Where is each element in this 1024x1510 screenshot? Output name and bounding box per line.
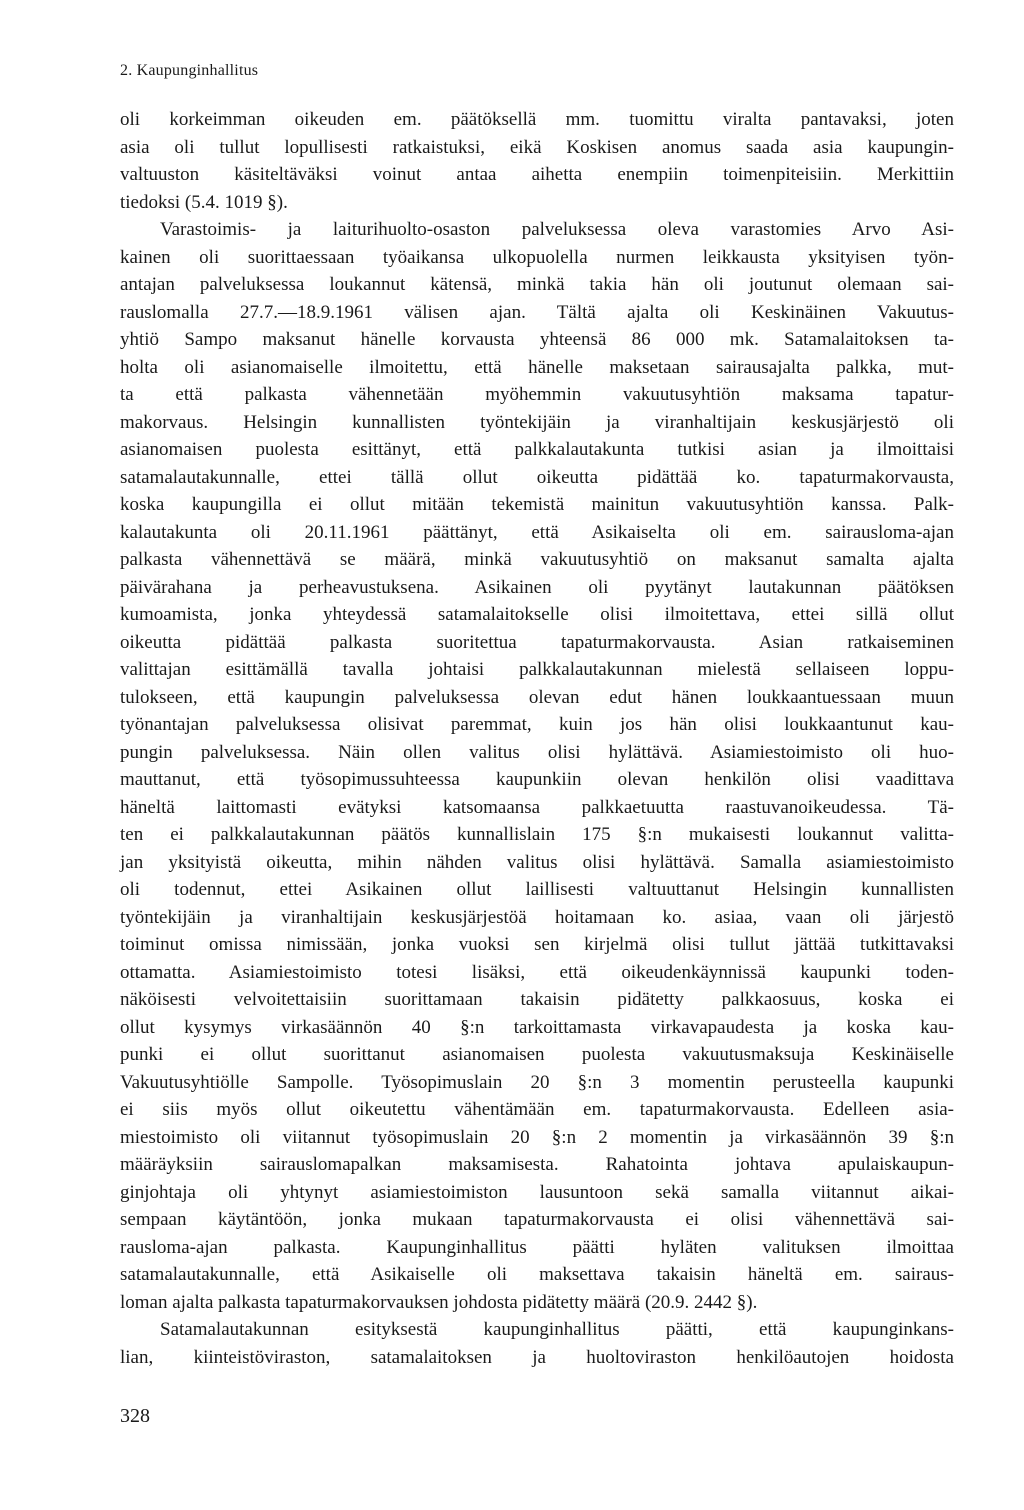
text-line: sempaan käytäntöön, jonka mukaan tapaturmakorvausta ei olisi vähennettävä sai- (120, 1209, 954, 1230)
text-line: määräyksiin sairauslomapalkan maksamisesta. Rahatointa johtava apulaiskaupun- (120, 1154, 954, 1175)
text-line: ginjohtaja oli yhtynyt asiamiestoimiston lausuntoon sekä samalla viitannut aikai- (120, 1181, 954, 1203)
text-line: holta oli asianomaiselle ilmoitettu, että hänelle maksetaan sairausajalta palkka, mut- (120, 356, 954, 378)
text-line: punki ei ollut suorittanut asianomaisen puolesta vakuutusmaksuja Keskinäiselle (120, 1044, 954, 1065)
running-head: 2. Kaupunginhallitus (120, 62, 259, 79)
text-line: oli korkeimman oikeuden em. päätöksellä mm. tuomittu viralta pantavaksi, joten (120, 109, 954, 130)
text-line: häneltä laittomasti evätyksi katsomaansa palkkaetuutta raastuvanoikeudessa. Tä- (120, 796, 954, 818)
text-line: näköisesti velvoitettaisiin suorittamaan takaisin pidätetty palkkaosuus, koska ei (120, 989, 954, 1010)
text-line: kumoamista, jonka yhteydessä satamalaitokselle olisi ilmoitettava, ettei sillä ollut (120, 604, 954, 625)
text-line: toiminut omissa nimissään, jonka vuoksi sen kirjelmä olisi tullut jättää tutkittavaksi (120, 934, 954, 955)
text-line: satamalautakunnalle, ettei tällä ollut oikeutta pidättää ko. tapaturmakorvausta, (120, 466, 954, 488)
text-line: ta että palkasta vähennetään myöhemmin vakuutusyhtiön maksama tapatur- (120, 384, 954, 405)
text-line: pungin palveluksessa. Näin ollen valitus olisi hylättävä. Asiamiestoimisto oli huo- (120, 741, 954, 763)
text-line: palkasta vähennettävä se määrä, minkä vakuutusyhtiö on maksanut samalta ajalta (120, 549, 954, 570)
paragraph (120, 1316, 954, 1371)
text-line: päivärahana ja perheavustuksena. Asikainen oli pyytänyt lautakunnan päätöksen (120, 576, 954, 598)
text-line: tiedoksi (5.4. 1019 §). (120, 191, 288, 213)
text-line: ei siis myös ollut oikeutettu vähentämään em. tapaturmakorvausta. Edelleen asia- (120, 1099, 954, 1120)
text-line: ollut kysymys virkasäännön 40 §:n tarkoittamasta virkavapaudesta ja koska kau- (120, 1016, 954, 1038)
text-line: koska kaupungilla ei ollut mitään tekemistä mainitun vakuutusyhtiön kanssa. Palk- (120, 494, 954, 515)
paragraph (120, 216, 954, 1316)
text-line: Satamalautakunnan esityksestä kaupunginhallitus päätti, että kaupunginkans- (160, 1319, 954, 1340)
text-line: oikeutta pidättää palkasta suoritettua tapaturmakorvausta. Asian ratkaiseminen (120, 631, 954, 653)
text-line: miestoimisto oli viitannut työsopimuslain 20 §:n 2 momentin ja virkasäännön 39 §:n (120, 1126, 954, 1148)
text-line: valittajan esittämällä tavalla johtaisi palkkalautakunnan mielestä sellaiseen loppu- (120, 659, 954, 680)
body-text (120, 106, 954, 1371)
text-line: ten ei palkkalautakunnan päätös kunnallislain 175 §:n mukaisesti loukannut valitta- (120, 824, 954, 845)
text-line: kalautakunta oli 20.11.1961 päättänyt, että Asikaiselta oli em. sairausloma-ajan (120, 521, 954, 543)
text-line: kainen oli suorittaessaan työaikansa ulkopuolella nurmen leikkausta yksityisen työn- (120, 246, 954, 268)
text-line: yhtiö Sampo maksanut hänelle korvausta yhteensä 86 000 mk. Satamalaitoksen ta- (120, 329, 954, 350)
text-line: antajan palveluksessa loukannut kätensä, minkä takia hän oli joutunut olemaan sai- (120, 274, 954, 295)
page-number: 328 (120, 1405, 150, 1427)
text-line: ottamatta. Asiamiestoimisto totesi lisäksi, että oikeudenkäynnissä kaupunki toden- (120, 961, 954, 983)
text-line: makorvaus. Helsingin kunnallisten työntekijäin ja viranhaltijain keskusjärjestö oli (120, 411, 954, 433)
text-line: valtuuston käsiteltäväksi voinut antaa aihetta enempiin toimenpiteisiin. Merkittiin (120, 164, 954, 185)
text-line: Varastoimis- ja laiturihuolto-osaston palveluksessa oleva varastomies Arvo Asi- (160, 219, 954, 240)
text-line: työntekijäin ja viranhaltijain keskusjärjestöä hoitamaan ko. asiaa, vaan oli järjestö (120, 906, 954, 928)
text-line: satamalautakunnalle, että Asikaiselle oli maksettava takaisin häneltä em. sairaus- (120, 1264, 954, 1285)
text-line: rauslomalla 27.7.—18.9.1961 välisen ajan. Tältä ajalta oli Keskinäinen Vakuutus- (120, 301, 954, 323)
text-line: rausloma-ajan palkasta. Kaupunginhallitus päätti hyläten valituksen ilmoittaa (120, 1236, 954, 1258)
text-line: asia oli tullut lopullisesti ratkaistuksi, eikä Koskisen anomus saada asia kaupungin- (120, 136, 954, 158)
paragraph (120, 106, 954, 216)
text-line: oli todennut, ettei Asikainen ollut laillisesti valtuuttanut Helsingin kunnallisten (120, 879, 954, 900)
text-line: työnantajan palveluksessa olisivat paremmat, kuin jos hän olisi loukkaantunut kau- (120, 714, 954, 735)
text-line: tulokseen, että kaupungin palveluksessa olevan edut hänen loukkaantuessaan muun (120, 686, 954, 708)
text-line: Vakuutusyhtiölle Sampolle. Työsopimuslain 20 §:n 3 momentin perusteella kaupunki (120, 1071, 954, 1093)
text-line: asianomaisen puolesta esittänyt, että palkkalautakunta tutkisi asian ja ilmoittaisi (120, 439, 954, 460)
text-line: loman ajalta palkasta tapaturmakorvauksen johdosta pidätetty määrä (20.9. 2442 §). (120, 1291, 758, 1313)
text-line: jan yksityistä oikeutta, mihin nähden valitus olisi hylättävä. Samalla asiamiestoimisto (120, 851, 954, 873)
text-line: lian, kiinteistöviraston, satamalaitoksen ja huoltoviraston henkilöautojen hoidosta (120, 1346, 954, 1368)
text-line: mauttanut, että työsopimussuhteessa kaupunkiin olevan henkilön olisi vaadittava (120, 769, 954, 790)
